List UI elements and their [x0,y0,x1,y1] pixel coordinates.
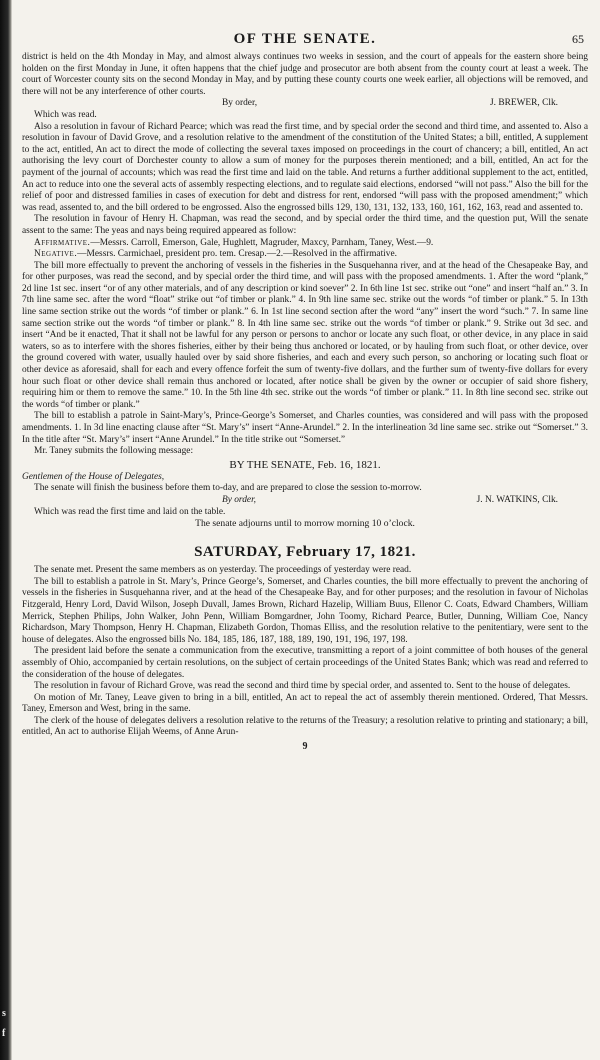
paragraph-message-body: The senate will finish the business before them to-day, and are prepared to close the session to-morrow. [34,483,422,494]
paragraph-which-was-read: Which was read. [34,109,97,120]
paragraph-clerk-delivers: The clerk of the house of delegates delivers a resolution relative to the returns of the Treasury; a resolution relative to printing and stationary; a bill, entitled, An act to authorise Elijah Weems, of Anne Arun- [22,715,588,738]
paragraph-senate-met: The senate met. Present the same members as on yesterday. The proceedings of yesterday were read. [34,565,412,576]
paragraph-resolutions: Also a resolution in favour of Richard Pearce; which was read the first time, and by special order the second and third time, and assented to. Also a resolution in favour of David Grove, and a resolution relative to the amendment of the constitution of the United States; a bill, entitled, A supplement to the act, entitled, An act to direct the mode of collecting the several taxes imposed on proceedings in the court of chancery; a bill, entitled, An act authorising the levy court of Dorchester county to allow a sum of money for the purposes therein mentioned; and a bill, entitled, An act for the payment of the journal of accounts; which was read the first time and laid on the table. And returns a further additional supplement to the act, entitled, An act to reduce into one the several acts of assembly respecting elections, and to regulate said elections, endorsed “will not pass.” Also the bill for the relief of poor and distressed families in cases of execution for debt and distress for rent, endorsed “will pass with the proposed amendment;” which was read, assented to, and the bill ordered to be engrossed. Also the engrossed bills 129, 130, 131, 132, 133, 160, 161, 162, 163, read and assented to. [22,121,588,213]
signature-clerk-name: J. BREWER, Clk. [490,98,558,109]
vote-negative [22,249,588,261]
page-number: 65 [572,32,584,46]
paragraph-adjourns: The senate adjourns until to morrow morning 10 o’clock. [195,518,415,530]
paragraph-chapman-resolution: The resolution in favour of Henry H. Chapman, was read the second, and by special order the third time, and the question put, Will the senate assent to the same: The yeas and nays being required appeared as follow: [22,214,588,236]
affirmative-names: —Messrs. Carroll, Emerson, Gale, Hughlett, Magruder, Maxcy, Parnham, Taney, West.—9. [90,237,434,248]
negative-names: —Messrs. Carmichael, president pro. tem. Cresap.—2.—Resolved in the affirmative. [77,249,397,260]
page-title: OF THE SENATE. [233,31,377,47]
paragraph-fisheries-bill: The bill more effectually to prevent the anchoring of vessels in the fisheries in the Susquehanna river, and at the head of the Chesapeake Bay, and for other purposes, was read the second, and by special order the third time, and will pass with the proposed amendments. 1. After the word “plank,” 2d line 1st sec. insert “or of any other materials, and of any description or kind soever” 2. In 6th line 1st sec. strike out “one” and insert “half an.” 3. In 7th line same sec. after the word “float” strike out “of timber or plank.” 4. In 9th line same sec. strike out the words “of timber or plank.” 5. In 13th line same section strike out the words “of timber or plank.” 6. In 1st line second section after the word “any” insert the word “such.” 7. In same line same section strike out the words “of timber or plank.” 8. In 4th line same sec. strike out the words “of timber or plank.” 9. Strike out 3d sec. and insert “And be it enacted, That it shall not be lawful for any person or persons to anchor or locate any such float, or other device, in any place in said waters, so as to interfere with the shores fisheries, either by their being thus anchored or located, or by hauling from such float, or other device, over the ground covered with water, usually hauled over by said shore fisheries, and each and every such person, so anchoring or locating such float or other device as aforesaid, shall for each and every offence forfeit the sum of twenty-five dollars, and the further sum of twenty-five dollars for every hour such float or other device shall remain thus anchored or located, after notice shall be given by the owner or occupier of said shore fishery, requiring him or them to remove the same.” 10. In the 5th line 4th sec. strike out the words “of timber or plank.” 11. In 8th line second sec. strike out the words “of timber or plank.” [22,260,588,410]
paragraph-grove-resolution: The resolution in favour of Richard Grove, was read the second and third time by special order, and assented to. Sent to the house of delegates. [34,681,571,692]
page-header [22,30,588,52]
negative-label: Negative. [34,249,78,260]
signature-brewer [22,98,588,110]
paragraph-ohio-communication: The president laid before the senate a communication from the executive, transmitting a report of a joint committee of both houses of the general assembly of Ohio, accompanied by certain resolutions, on the subject of certain proceedings of the United States Bank; which was read and referred to the consideration of the house of delegates. [22,646,588,680]
paragraph-taney-message: Mr. Taney submits the following message: [34,446,194,457]
signature-mark: 9 [302,741,308,753]
document-page [22,30,588,1050]
paragraph-court-schedule: district is held on the 4th Monday in May, and almost always continues two weeks in session, and the court of appeals for the eastern shore being holden on the first Monday in June, it often happens that the chief judge and prosecutor are both absent from the county court at least a week. The court of Worcester county sits on the second Monday in May, and by putting these county courts one week earlier, all objections will be removed, and there will not be any interference of other courts. [22,52,588,97]
paragraph-taney-motion: On motion of Mr. Taney, Leave given to bring in a bill, entitled, An act to repeal the act of assembly therein mentioned. Ordered, That Messrs. Taney, Emerson and West, bring in the same. [22,692,588,715]
message-salutation: Gentlemen of the House of Delegates, [22,471,165,482]
message-heading: BY THE SENATE, Feb. 16, 1821. [229,458,381,471]
margin-mark-2: f [2,1028,6,1039]
vote-affirmative [22,238,588,250]
date-heading: SATURDAY, February 17, 1821. [194,544,416,561]
paragraph-bills-sent: The bill to establish a patrole in St. Mary’s, Prince George’s, Somerset, and Charles counties, the bill more effectually to prevent the anchoring of vessels in the fisheries in Susquehanna river, and at the head of the Chesapeake Bay, and for other purposes; and the resolution in favour of Nicholas Fitzgerald, Henry Lord, David Wilson, Joseph Duvall, James Brown, Richard Hazelip, William Buus, Ellenor C. Coats, Edward Chambers, William Merrick, Stephen Philips, John Walker, John Penn, William Bomgardner, John Toomy, Richard Pearce, Butler, Dunning, William Coe, Nancy Richardson, Mary Thompson, Henry H. Chapman, Elizabeth Gordon, Thomas Elliss, and the resolution relative to the penitentiary, were sent to the house of delegates. Also the engrossed bills No. 184, 185, 186, 187, 188, 189, 190, 191, 196, 197, 198. [22,576,588,645]
signature-by-order-2: By order, [222,494,257,505]
margin-mark-1: s [2,1008,6,1019]
signature-clerk-name-2: J. N. WATKINS, Clk. [476,494,558,505]
book-binding-edge [0,0,12,1060]
paragraph-laid-on-table: Which was read the first time and laid on the table. [34,506,226,517]
affirmative-label: Affirmative. [34,237,91,248]
signature-by-order: By order, [222,98,258,109]
signature-watkins [22,495,588,507]
paragraph-patrole-bill: The bill to establish a patrole in Saint-Mary’s, Prince-George’s Somerset, and Charles counties, was considered and will pass with the proposed amendments. 1. In 3d line enacting clause after “St. Mary’s” insert “Anne-Arundel.” 2. In the interlineation 3d line same sec. strike out “Somerset.” 3. In the title after “St. Mary’s” insert “Anne Arundel.” In the title strike out “Somerset.” [22,411,588,445]
